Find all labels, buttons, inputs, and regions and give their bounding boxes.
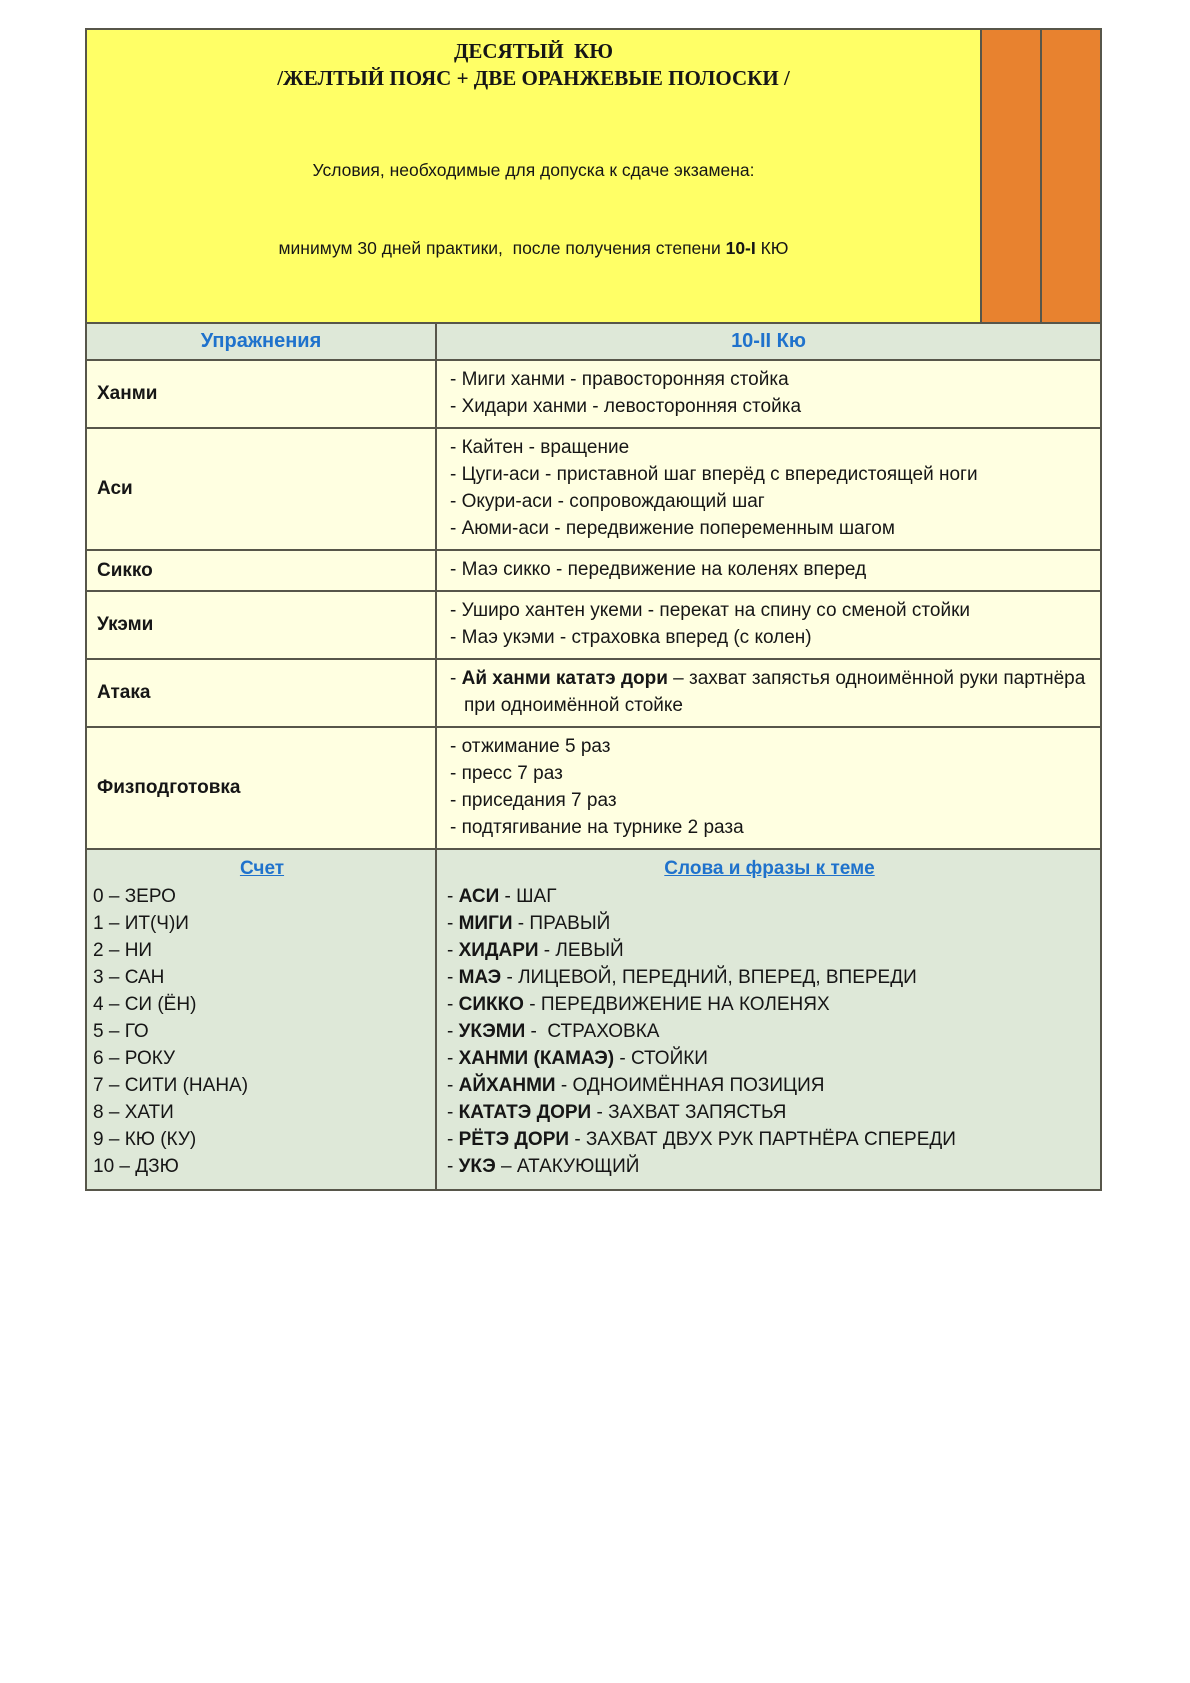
exercise-description [437, 429, 1100, 549]
exercise-label: Сикко [87, 551, 437, 590]
description-line [450, 665, 1091, 719]
count-item: 8 – ХАТИ [93, 1102, 174, 1123]
vocab-term: МИГИ [458, 913, 513, 934]
footer-section [87, 848, 1100, 1189]
vocab-def: - ПЕРЕДВИЖЕНИЕ НА КОЛЕНЯХ [523, 994, 830, 1015]
vocab-def: - СТОЙКИ [614, 1048, 708, 1069]
vocab-def: - ПРАВЫЙ [512, 913, 611, 934]
column-header-kyu: 10-II Кю [731, 330, 806, 352]
vocab-term: МАЭ [458, 967, 502, 988]
vocab-item [447, 1072, 1092, 1099]
description-line: - Маэ укэми - страховка вперед (с колен) [450, 627, 812, 648]
vocab-item [447, 883, 1092, 910]
vocabulary-column [437, 850, 1100, 1189]
conditions-line2-suffix: КЮ [755, 238, 789, 258]
exercise-description [437, 551, 1100, 590]
count-item: 3 – САН [93, 967, 165, 988]
exercise-description [437, 728, 1100, 848]
vocab-term: РЁТЭ ДОРИ [458, 1129, 570, 1150]
vocab-term: УКЭМИ [458, 1021, 526, 1042]
vocab-term: СИККО [458, 994, 524, 1015]
count-item: 4 – СИ (ЁН) [93, 994, 197, 1015]
bullet: - [447, 1156, 459, 1177]
vocab-def: - ЛИЦЕВОЙ, ПЕРЕДНИЙ, ВПЕРЕД, ВПЕРЕДИ [501, 967, 917, 988]
exercise-description [437, 660, 1100, 726]
vocab-term: ХИДАРИ [458, 940, 539, 961]
admission-conditions [91, 105, 976, 313]
vocab-title-link[interactable]: Слова и фразы к теме [664, 858, 875, 879]
column-header-row [87, 322, 1100, 359]
table-row-sikko [87, 549, 1100, 590]
count-item: 10 – ДЗЮ [93, 1156, 179, 1177]
orange-stripe-1 [980, 30, 1040, 322]
count-item: 2 – НИ [93, 940, 153, 961]
vocab-term: ХАНМИ (КАМАЭ) [458, 1048, 615, 1069]
vocab-title-row [447, 855, 1092, 883]
count-title-row [93, 855, 431, 883]
attack-term: Ай ханми кататэ дори [461, 668, 668, 689]
vocab-def: – АТАКУЮЩИЙ [495, 1156, 640, 1177]
count-item: 7 – СИТИ (НАНА) [93, 1075, 249, 1096]
bullet: - [450, 668, 462, 689]
bullet: - [447, 1102, 459, 1123]
vocab-term: УКЭ [458, 1156, 496, 1177]
description-line: - Кайтен - вращение [450, 437, 630, 458]
count-item: 0 – ЗЕРО [93, 886, 176, 907]
vocab-item [447, 910, 1092, 937]
description-line: - подтягивание на турнике 2 раза [450, 817, 744, 838]
exercise-label: Аси [87, 429, 437, 549]
count-item: 9 – КЮ (КУ) [93, 1129, 197, 1150]
vocab-term: КАТАТЭ ДОРИ [458, 1102, 592, 1123]
description-line: - Маэ сикко - передвижение на коленях вперед [450, 559, 867, 580]
description-line: - Миги ханми - правосторонняя стойка [450, 369, 789, 390]
description-line: - отжимание 5 раз [450, 736, 611, 757]
bullet: - [447, 913, 459, 934]
exam-requirements-table [85, 28, 1102, 1191]
exercise-description [437, 361, 1100, 427]
bullet: - [447, 886, 459, 907]
vocab-item [447, 991, 1092, 1018]
attack-definition: – захват запястья одноимённой руки партнёра при одноимённой стойке [464, 668, 1091, 716]
belt-subtitle: /ЖЕЛТЫЙ ПОЯС + ДВЕ ОРАНЖЕВЫЕ ПОЛОСКИ / [277, 66, 790, 90]
vocab-item [447, 1099, 1092, 1126]
table-row-ataka [87, 658, 1100, 726]
vocab-def: - ЛЕВЫЙ [538, 940, 624, 961]
conditions-line2 [91, 235, 976, 261]
vocab-def: - ЗАХВАТ ДВУХ РУК ПАРТНЁРА СПЕРЕДИ [569, 1129, 956, 1150]
bullet: - [447, 994, 459, 1015]
vocab-def: - ОДНОИМЁННАЯ ПОЗИЦИЯ [555, 1075, 825, 1096]
description-line: - Окури-аси - сопровождающий шаг [450, 491, 765, 512]
column-header-exercises: Упражнения [87, 324, 437, 359]
conditions-degree: 10-I [725, 238, 756, 258]
orange-stripe-2 [1040, 30, 1100, 322]
table-row-ukemi [87, 590, 1100, 658]
bullet: - [447, 1048, 459, 1069]
conditions-line1: Условия, необходимые для допуска к сдаче экзамена: [312, 160, 755, 180]
exercise-label: Ханми [87, 361, 437, 427]
vocab-term: АЙХАНМИ [458, 1075, 556, 1096]
vocab-def: - ЗАХВАТ ЗАПЯСТЬЯ [591, 1102, 787, 1123]
vocab-item [447, 964, 1092, 991]
exercise-description [437, 592, 1100, 658]
count-item: 1 – ИТ(Ч)И [93, 913, 189, 934]
vocab-term: АСИ [458, 886, 500, 907]
page-title: ДЕСЯТЫЙ КЮ [453, 39, 614, 63]
bullet: - [447, 1075, 459, 1096]
count-title-link[interactable]: Счет [239, 858, 285, 879]
bullet: - [447, 1129, 459, 1150]
count-column [87, 850, 437, 1189]
exercise-label: Физподготовка [87, 728, 437, 848]
vocab-item [447, 1153, 1092, 1180]
table-row-asi [87, 427, 1100, 549]
title-block [87, 30, 1100, 322]
count-item: 6 – РОКУ [93, 1048, 176, 1069]
title-cell [87, 30, 980, 322]
description-line: - Хидари ханми - левосторонняя стойка [450, 396, 802, 417]
description-line: - Цуги-аси - приставной шаг вперёд с впередистоящей ноги [450, 464, 978, 485]
conditions-line2-prefix: минимум 30 дней практики, после получения степени [278, 238, 726, 258]
exercise-label: Укэми [87, 592, 437, 658]
bullet: - [447, 940, 459, 961]
vocab-item [447, 1126, 1092, 1153]
count-item: 5 – ГО [93, 1021, 149, 1042]
vocab-item [447, 937, 1092, 964]
description-line: - Аюми-аси - передвижение попеременным шагом [450, 518, 895, 539]
description-line: - приседания 7 раз [450, 790, 617, 811]
vocab-item [447, 1018, 1092, 1045]
description-line: - Уширо хантен укеми - перекат на спину со сменой стойки [450, 600, 971, 621]
exercise-label: Атака [87, 660, 437, 726]
vocab-def: - ШАГ [499, 886, 557, 907]
vocab-def: - СТРАХОВКА [525, 1021, 660, 1042]
vocab-item [447, 1045, 1092, 1072]
description-line: - пресс 7 раз [450, 763, 563, 784]
table-row-fizpodgotovka [87, 726, 1100, 848]
table-row-hanmi [87, 359, 1100, 427]
bullet: - [447, 967, 459, 988]
bullet: - [447, 1021, 459, 1042]
